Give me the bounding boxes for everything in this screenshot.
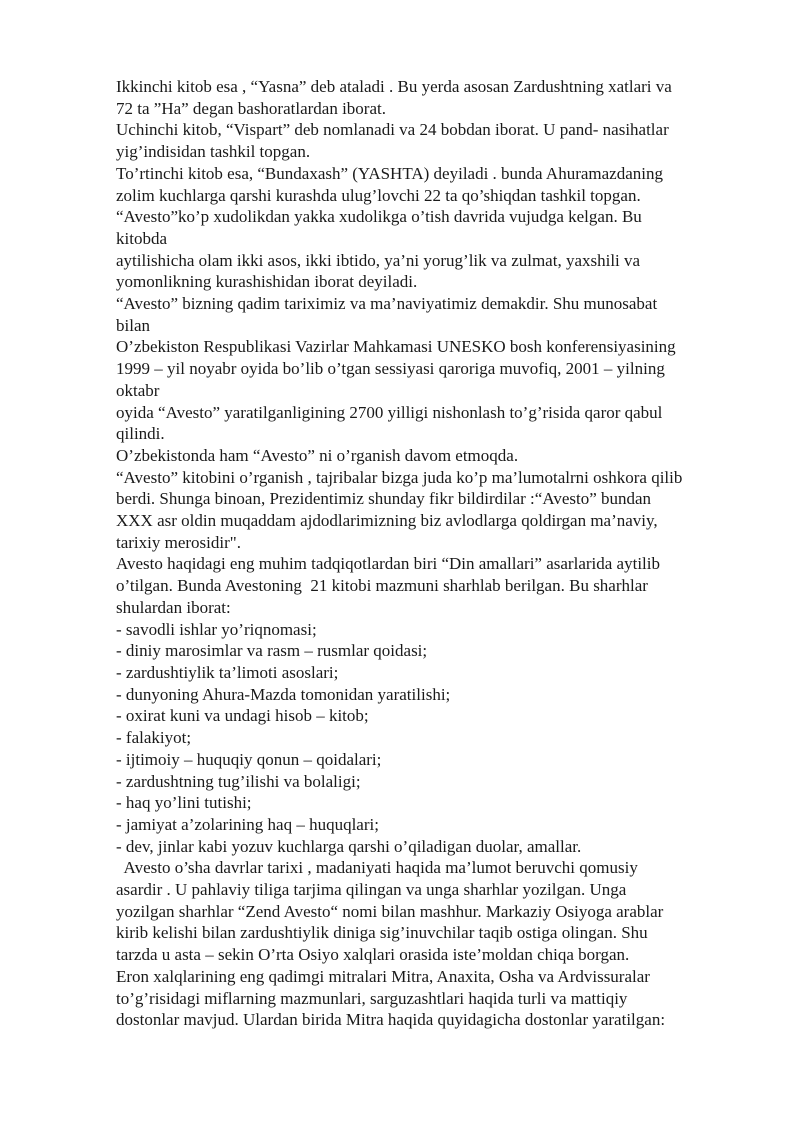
- text-line: Eron xalqlarining eng qadimgi mitralari Mitra, Anaxita, Osha va Ardvissuralar: [116, 966, 650, 986]
- text-line: XXX asr oldin muqaddam ajdodlarimizning biz avlodlarga qoldirgan ma’naviy,: [116, 511, 658, 531]
- text-line: kitobda: [116, 228, 167, 248]
- list-item: - dev, jinlar kabi yozuv kuchlarga qarshi o’qiladigan duolar, amallar.: [116, 836, 582, 856]
- text-line: asardir . U pahlaviy tiliga tarjima qilingan va unga sharhlar yozilgan. Unga: [116, 880, 627, 900]
- text-line: tarixiy merosidir".: [116, 532, 241, 552]
- text-line: yozilgan sharhlar “Zend Avesto“ nomi bilan mashhur. Markaziy Osiyoga arablar: [116, 901, 664, 921]
- text-line: O’zbekiston Respublikasi Vazirlar Mahkamasi UNESKO bosh konferensiyasining: [116, 337, 676, 357]
- text-line: Uchinchi kitob, “Vispart” deb nomlanadi va 24 bobdan iborat. U pand- nasihatlar: [116, 120, 669, 140]
- text-line: dostonlar mavjud. Ulardan birida Mitra haqida quyidagicha dostonlar yaratilgan:: [116, 1010, 666, 1030]
- text-line: bilan: [116, 315, 150, 335]
- list-item: - ijtimoiy – huquqiy qonun – qoidalari;: [116, 749, 382, 769]
- text-line: “Avesto” kitobini o’rganish , tajribalar bizga juda ko’p ma’lumotalrni oshkora qilib: [116, 467, 683, 487]
- list-item: - oxirat kuni va undagi hisob – kitob;: [116, 706, 369, 726]
- text-line: oyida “Avesto” yaratilganligining 2700 yilligi nishonlash to’g’risida qaror qabul: [116, 402, 663, 422]
- text-line: kirib kelishi bilan zardushtiylik diniga sig’inuvchilar taqib ostiga olingan. Shu: [116, 923, 648, 943]
- list-item: - jamiyat a’zolarining haq – huquqlari;: [116, 814, 379, 834]
- text-line: aytilishicha olam ikki asos, ikki ibtido, ya’ni yorug’lik va zulmat, yaxshili va: [116, 250, 641, 270]
- text-line: 72 ta ”Ha” degan bashoratlardan iborat.: [116, 98, 386, 118]
- list-item: - savodli ishlar yo’riqnomasi;: [116, 619, 317, 639]
- text-line: tarzda u asta – sekin O’rta Osiyo xalqlari orasida iste’moldan chiqa borgan.: [116, 945, 630, 965]
- text-line: yomonlikning kurashishidan iborat deyiladi.: [116, 272, 418, 292]
- text-line: Avesto haqidagi eng muhim tadqiqotlardan biri “Din amallari” asarlarida aytilib: [116, 554, 660, 574]
- text-line: “Avesto” bizning qadim tariximiz va ma’naviyatimiz demakdir. Shu munosabat: [116, 294, 658, 314]
- list-item: - dunyoning Ahura-Mazda tomonidan yaratilishi;: [116, 684, 451, 704]
- document-page: [116, 76, 756, 1031]
- text-line: oktabr: [116, 380, 160, 400]
- list-item: - falakiyot;: [116, 728, 192, 748]
- list-item: - haq yo’lini tutishi;: [116, 793, 252, 813]
- list-item: - zardushtning tug’ilishi va bolaligi;: [116, 771, 361, 791]
- text-line: 1999 – yil noyabr oyida bo’lib o’tgan sessiyasi qaroriga muvofiq, 2001 – yilning: [116, 359, 665, 379]
- text-line: To’rtinchi kitob esa, “Bundaxash” (YASHTA) deyiladi . bunda Ahuramazdaning: [116, 163, 663, 183]
- text-line: shulardan iborat:: [116, 597, 231, 617]
- list-item: - diniy marosimlar va rasm – rusmlar qoidasi;: [116, 641, 428, 661]
- text-line: zolim kuchlarga qarshi kurashda ulug’lovchi 22 ta qo’shiqdan tashkil topgan.: [116, 185, 641, 205]
- text-line: O’zbekistonda ham “Avesto” ni o’rganish davom etmoqda.: [116, 445, 519, 465]
- text-line: qilindi.: [116, 424, 165, 444]
- list-item: - zardushtiylik ta’limoti asoslari;: [116, 662, 339, 682]
- text-line: o’tilgan. Bunda Avestoning 21 kitobi mazmuni sharhlab berilgan. Bu sharhlar: [116, 576, 648, 596]
- text-line: Avesto o’sha davrlar tarixi , madaniyati haqida ma’lumot beruvchi qomusiy: [116, 858, 638, 878]
- text-line: yig’indisidan tashkil topgan.: [116, 142, 311, 162]
- text-line: berdi. Shunga binoan, Prezidentimiz shunday fikr bildirdilar :“Avesto” bundan: [116, 489, 652, 509]
- text-line: “Avesto”ko’p xudolikdan yakka xudolikga o’tish davrida vujudga kelgan. Bu: [116, 207, 642, 227]
- text-line: to’g’risidagi miflarning mazmunlari, sarguzashtlari haqida turli va mattiqiy: [116, 988, 628, 1008]
- text-line: Ikkinchi kitob esa , “Yasna” deb ataladi . Bu yerda asosan Zardushtning xatlari va: [116, 77, 672, 96]
